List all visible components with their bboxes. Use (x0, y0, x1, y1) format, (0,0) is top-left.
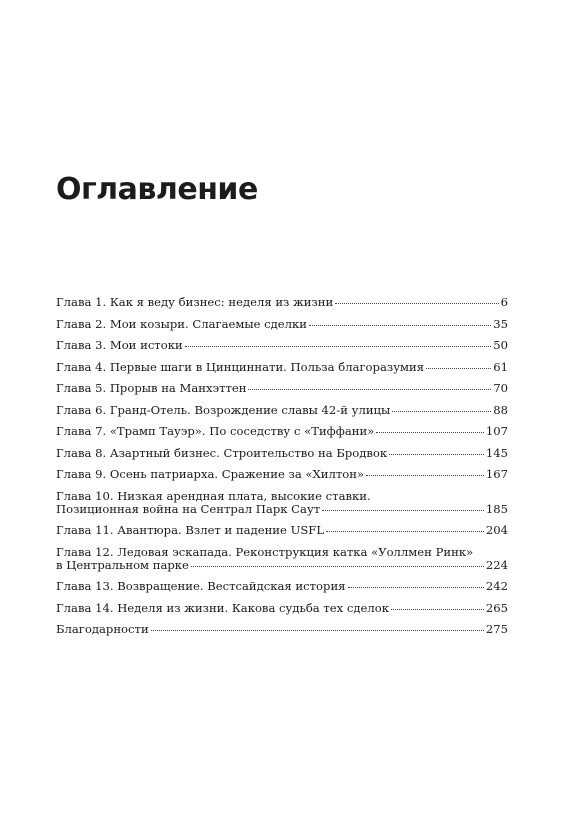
toc-entry[interactable] (56, 524, 508, 537)
toc-entry[interactable] (56, 580, 508, 593)
toc-entry-row (56, 361, 508, 374)
dot-leader (151, 621, 484, 631)
dot-leader (335, 294, 498, 304)
toc-entry-title: Глава 9. Осень патриарха. Сражение за «Хилтон» (56, 467, 365, 481)
dot-leader (309, 316, 491, 326)
table-of-contents (56, 296, 508, 645)
toc-entry-title: Глава 2. Мои козыри. Слагаемые сделки (56, 316, 308, 331)
toc-entry-row (56, 404, 508, 417)
toc-entry[interactable] (56, 602, 508, 615)
toc-entry-title: Глава 7. «Трамп Тауэр». По соседству с «Тиффани» (56, 424, 375, 438)
toc-entry-title: в Центральном парке (56, 557, 189, 572)
toc-entry-row (56, 318, 508, 331)
dot-leader (389, 445, 484, 455)
dot-leader (248, 380, 491, 390)
toc-entry[interactable] (56, 623, 508, 636)
toc-entry-title-line: Глава 10. Низкая арендная плата, высокие ставки. (56, 489, 371, 503)
toc-entry-title: Благодарности (56, 622, 149, 636)
toc-entry-title: Глава 8. Азартный бизнес. Строительство на Бродвок (56, 445, 388, 460)
dot-leader (348, 578, 484, 588)
toc-entry[interactable] (56, 447, 508, 460)
toc-entry-row (56, 339, 508, 352)
toc-page-number: 50 (493, 338, 508, 352)
dot-leader (366, 466, 484, 476)
toc-page-number: 70 (493, 381, 508, 395)
toc-entry[interactable] (56, 382, 508, 395)
dot-leader (326, 522, 484, 532)
toc-entry-row (56, 425, 508, 438)
toc-entry[interactable] (56, 296, 508, 309)
toc-entry[interactable] (56, 339, 508, 352)
toc-page-number: 88 (493, 402, 508, 417)
dot-leader (426, 359, 491, 369)
toc-entry-row (56, 382, 508, 395)
toc-entry[interactable] (56, 404, 508, 417)
toc-page-number: 204 (485, 523, 508, 537)
dot-leader (376, 423, 484, 433)
dot-leader (191, 557, 484, 567)
toc-page-number: 145 (485, 445, 508, 460)
toc-page-number: 265 (485, 600, 508, 615)
toc-entry-row (56, 296, 508, 309)
toc-entry-title: Позиционная война на Сентрал Парк Саут (56, 501, 321, 516)
toc-entry-row (56, 524, 508, 537)
toc-entry-title: Глава 4. Первые шаги в Цинциннати. Польза благоразумия (56, 359, 425, 374)
toc-page-number: 275 (485, 622, 508, 636)
dot-leader (322, 501, 484, 511)
toc-page-number: 6 (500, 295, 508, 309)
dot-leader (392, 402, 491, 412)
toc-entry-row (56, 447, 508, 460)
toc-entry[interactable] (56, 490, 508, 516)
toc-page-number: 224 (485, 557, 508, 572)
toc-entry-title-line: Глава 12. Ледовая эскапада. Реконструкция катка «Уоллмен Ринк» (56, 545, 474, 559)
toc-entry-row (56, 602, 508, 615)
toc-entry-row (56, 623, 508, 636)
toc-entry-row (56, 559, 508, 572)
toc-entry-title: Глава 5. Прорыв на Манхэттен (56, 381, 247, 395)
toc-entry-title: Глава 3. Мои истоки (56, 338, 183, 352)
toc-entry-title: Глава 1. Как я веду бизнес: неделя из жизни (56, 295, 334, 309)
toc-entry-row (56, 580, 508, 593)
toc-entry-row (56, 468, 508, 481)
toc-entry[interactable] (56, 318, 508, 331)
page-title: Оглавление (56, 172, 258, 207)
dot-leader (391, 600, 484, 610)
toc-page-number: 107 (485, 424, 508, 438)
toc-entry-title: Глава 14. Неделя из жизни. Какова судьба тех сделок (56, 600, 389, 615)
toc-entry-row (56, 503, 508, 516)
toc-entry-title: Глава 11. Авантюра. Взлет и падение USFL (56, 523, 325, 537)
toc-page-number: 185 (485, 501, 508, 516)
dot-leader (185, 337, 492, 347)
toc-entry[interactable] (56, 425, 508, 438)
toc-entry[interactable] (56, 468, 508, 481)
toc-page-number: 35 (493, 316, 508, 331)
toc-entry-title: Глава 6. Гранд-Отель. Возрождение славы 42-й улицы (56, 402, 391, 417)
toc-page-number: 167 (485, 467, 508, 481)
toc-entry[interactable] (56, 546, 508, 572)
toc-entry[interactable] (56, 361, 508, 374)
toc-page-number: 61 (493, 359, 508, 374)
toc-entry-title: Глава 13. Возвращение. Вестсайдская история (56, 579, 346, 593)
toc-page-number: 242 (485, 579, 508, 593)
